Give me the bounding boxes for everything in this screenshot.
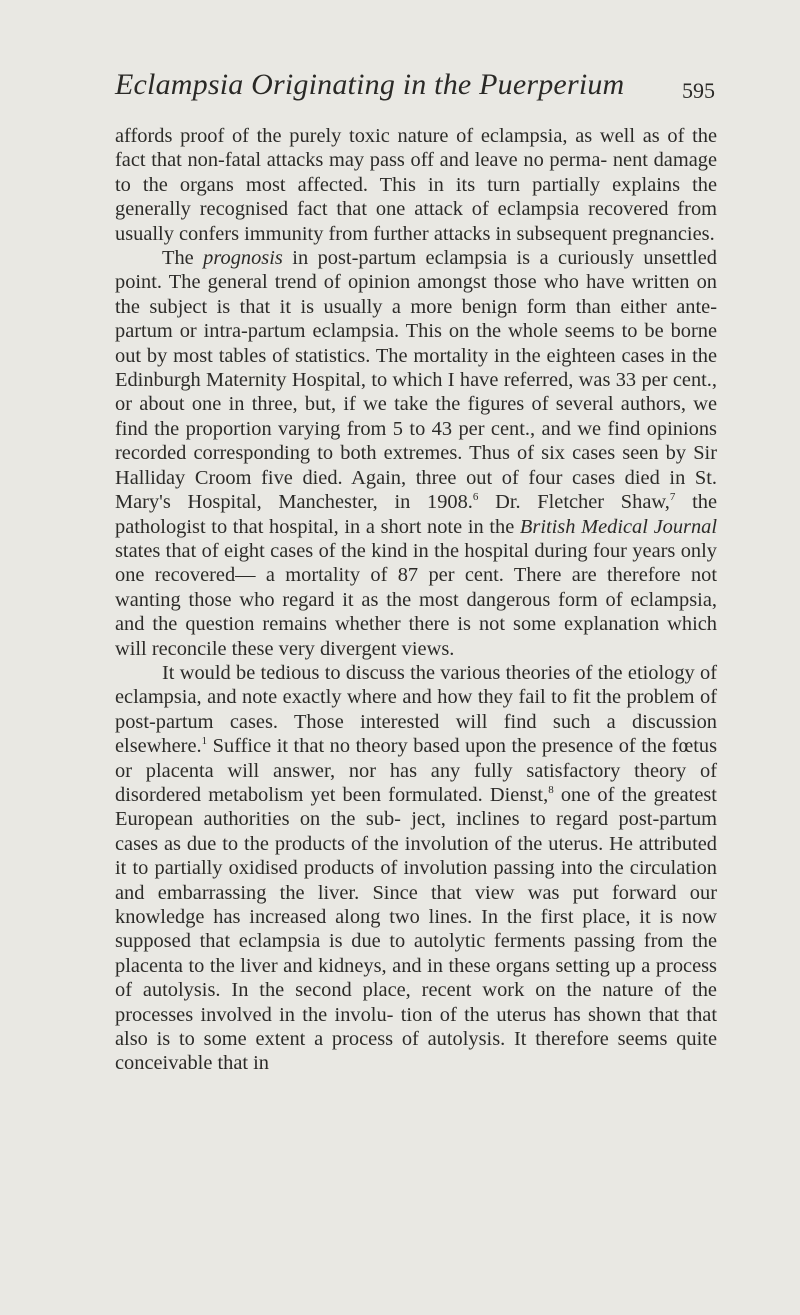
text-run: The	[162, 247, 204, 270]
text-run: one of the greatest European authorities on the sub- ject, inclines to regard post-partum cases as due to the products of the involution of the uterus. He attributed it to partially oxidised products of involution passing into the circulation and embarrassing the liver. Since that view was put forward our knowledge has increased along two lines. In the first place, it is now supposed that eclampsia is due to autolytic ferments passing from the placenta to the liver and kidneys, and in these organs setting up a process of autolysis. In the second place, recent work on the nature of the processes involved in the involu- tion of the uterus has shown that that also is to some extent a process of autolysis. It therefore seems quite conceivable that in	[115, 783, 717, 1075]
footnote-ref: 6	[472, 491, 479, 504]
text-run: states that of eight cases of the kind in the hospital during four years only one recovered— a mortality of 87 per cent. There are therefore not wanting those who regard it as the most dangerous form of eclampsia, and the question remains whether there is not some explanation which will reconcile these very divergent views.	[115, 539, 717, 660]
italic-text: prognosis	[203, 247, 283, 270]
page-number: 595	[682, 78, 715, 103]
footnote-ref: 7	[669, 491, 676, 504]
footnote-ref: 8	[548, 784, 554, 797]
paragraph-2	[115, 246, 717, 661]
italic-text: British Medical Journal	[519, 515, 718, 538]
running-head	[115, 68, 715, 108]
running-title: Eclampsia Originating in the Puerperium	[115, 68, 625, 101]
text-run: affords proof of the purely toxic nature of eclampsia, as well as of the fact that non-fatal attacks may pass off and leave no perma- nent damage to the organs most affected. This in its turn partially explains the generally recognised fact that one attack of eclampsia recovered from usually confers immunity from further attacks in subsequent pregnancies.	[115, 125, 717, 245]
text-run: the pathologist to that hospital, in a short note in the	[115, 491, 717, 538]
paragraph-3	[115, 661, 717, 1076]
text-run: Dr. Fletcher Shaw,	[478, 491, 670, 514]
text-run: in post-partum eclampsia is a curiously unsettled point. The general trend of opinion amongst those who have written on the subject is that it is usually a more benign form than either ante-partum or intra-partum eclampsia. This on the whole seems to be borne out by most tables of statistics. The mortality in the eighteen cases in the Edinburgh Maternity Hospital, to which I have referred, was 33 per cent., or about one in three, but, if we take the figures of several authors, we find the proportion varying from 5 to 43 per cent., and we find opinions recorded corresponding to both extremes. Thus of six cases seen by Sir Halliday Croom five died. Again, three out of four cases died in St. Mary's Hospital, Manchester, in 1908.	[115, 247, 717, 514]
text-run: Suffice it that no theory based upon the presence of the fœtus or placenta will answer, nor has any fully satisfactory theory of disordered metabolism yet been formulated. Dienst,	[115, 735, 717, 806]
body-text	[115, 124, 717, 1076]
paragraph-1	[115, 124, 717, 246]
text-run: It would be tedious to discuss the various theories of the etiology of eclampsia, and note exactly where and how they fail to fit the problem of post-partum cases. Those interested will find such a discussion elsewhere.	[115, 661, 717, 758]
footnote-ref: 1	[201, 735, 208, 748]
